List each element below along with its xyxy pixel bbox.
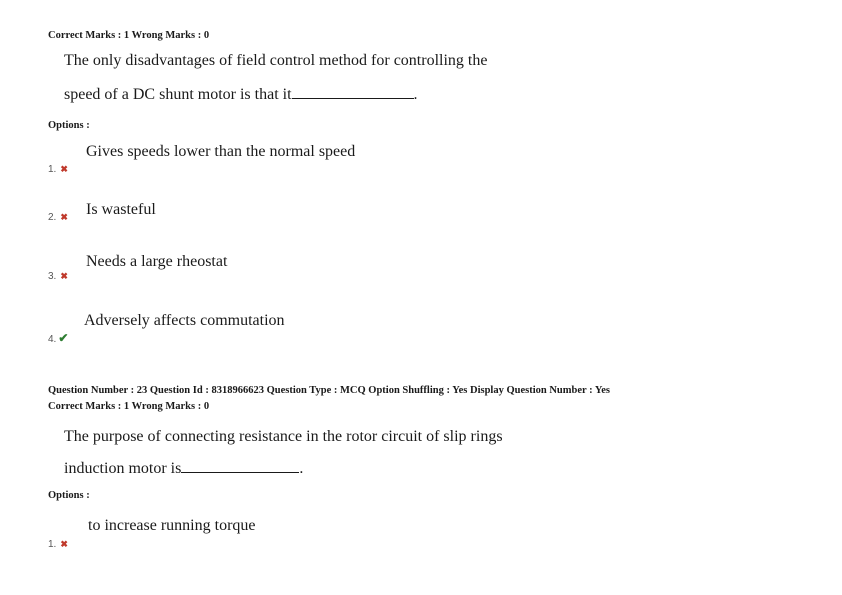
q1-marks: Correct Marks : 1 Wrong Marks : 0 — [48, 30, 210, 41]
q2-text-line1: The purpose of connecting resistance in the rotor circuit of slip rings — [64, 428, 503, 445]
q1-option-3 — [48, 271, 68, 282]
wrong-cross-icon: ✖ — [60, 212, 68, 222]
q1-option-3-text: Needs a large rheostat — [86, 253, 228, 270]
q2-text-line2 — [64, 460, 303, 478]
q1-text-line2-content: speed of a DC shunt motor is that it — [64, 86, 292, 103]
wrong-cross-icon: ✖ — [60, 271, 68, 281]
q1-option-2 — [48, 212, 68, 223]
option-number: 3. — [48, 271, 57, 282]
q2-header: Question Number : 23 Question Id : 8318966623 Question Type : MCQ Option Shuffling : Yes Display Question Number : Yes — [48, 385, 611, 396]
q1-option-4 — [48, 331, 68, 345]
answer-blank — [181, 460, 299, 473]
option-number: 4. — [48, 334, 57, 345]
q2-options-label: Options : — [48, 490, 90, 501]
q2-option-1-text: to increase running torque — [88, 517, 256, 534]
q1-text-line1: The only disadvantages of field control method for controlling the — [64, 52, 488, 69]
answer-blank — [292, 86, 414, 99]
correct-check-icon: ✔ — [58, 331, 69, 345]
option-number: 2. — [48, 212, 57, 223]
wrong-cross-icon: ✖ — [60, 539, 68, 549]
option-number: 1. — [48, 539, 57, 550]
wrong-cross-icon: ✖ — [60, 164, 68, 174]
q2-text-end: . — [299, 460, 304, 477]
q1-option-1 — [48, 164, 68, 175]
q1-option-1-text: Gives speeds lower than the normal speed — [86, 143, 356, 160]
q1-option-2-text: Is wasteful — [86, 201, 156, 218]
q2-text-line2-content: induction motor is — [64, 460, 182, 477]
option-number: 1. — [48, 164, 57, 175]
q1-option-4-text: Adversely affects commutation — [84, 312, 285, 329]
q2-option-1 — [48, 539, 68, 550]
q1-text-line2 — [64, 86, 418, 104]
q1-text-end: . — [413, 86, 418, 103]
q1-options-label: Options : — [48, 120, 90, 131]
q2-marks: Correct Marks : 1 Wrong Marks : 0 — [48, 401, 210, 412]
